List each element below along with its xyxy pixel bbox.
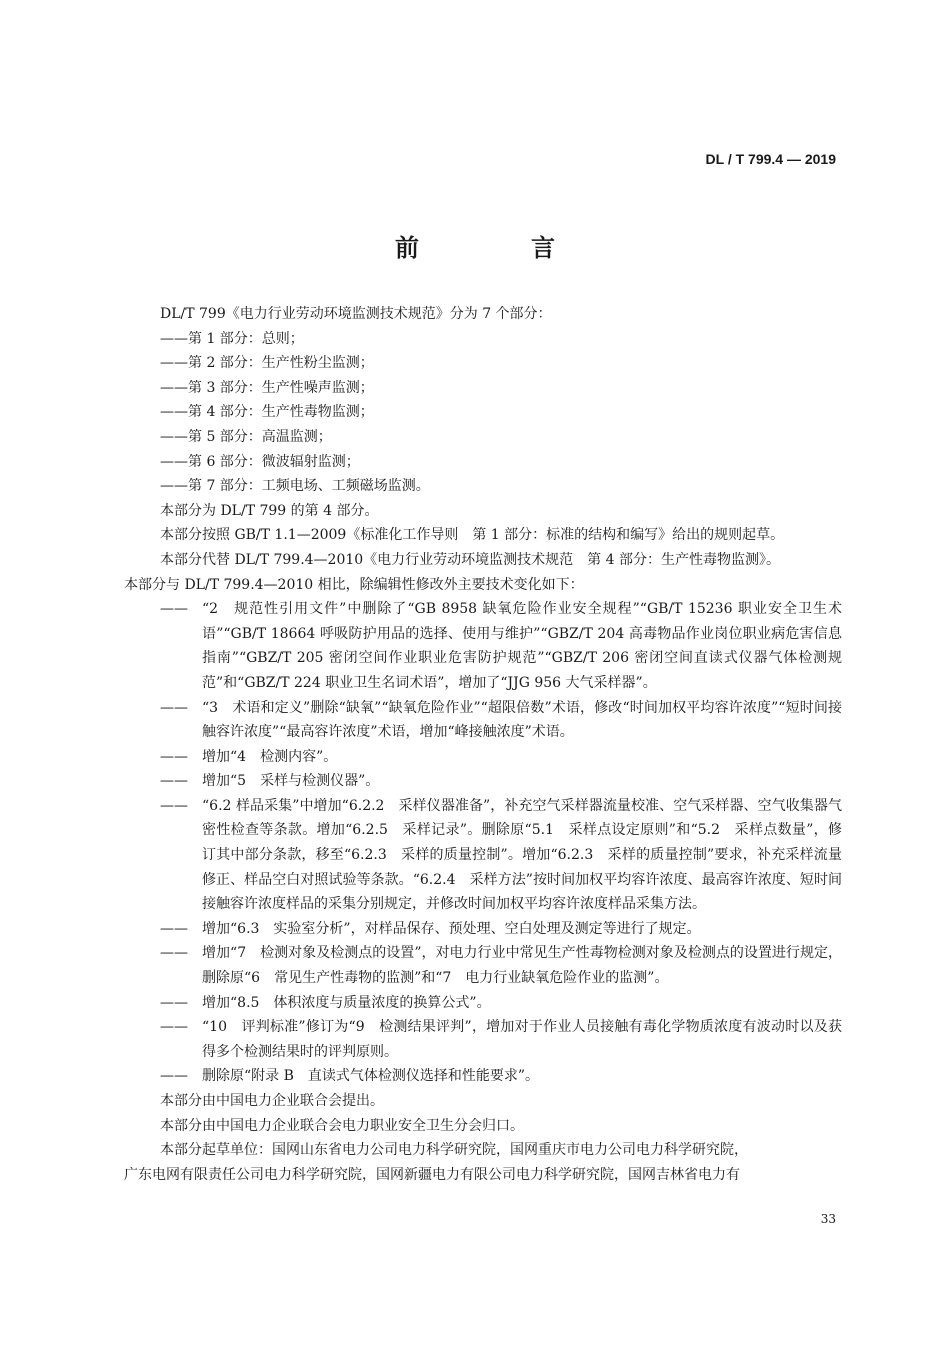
drafting-rules-paragraph: 本部分按照 GB/T 1.1—2009《标准化工作导则 第 1 部分：标准的结构和编写》给出的规则起草。 — [160, 527, 785, 544]
change-item — [124, 917, 842, 942]
standard-code: DL / T 799.4 — 2019 — [705, 151, 836, 167]
proposed-by-paragraph: 本部分由中国电力企业联合会提出。 — [160, 1093, 384, 1109]
part-list-item: ——第 4 部分：生产性毒物监测； — [160, 404, 374, 421]
change-item-dash: —— — [160, 699, 188, 716]
changes-intro-paragraph: 本部分与 DL/T 799.4—2010 相比，除编辑性修改外主要技术变化如下： — [124, 576, 584, 593]
change-item-text: 增加“7 检测对象及检测点的设置”，对电力行业中常见生产性毒物检测对象及检测点的设置进行规定，删除原“6 常见生产性毒物的监测”和“7 电力行业缺氧危险作业的监测”。 — [202, 945, 842, 987]
change-item — [124, 769, 842, 794]
change-item-dash: —— — [160, 1068, 188, 1085]
change-item-text: 删除原“附录 B 直读式气体检测仪选择和性能要求”。 — [202, 1068, 540, 1085]
page-title: 前 言 — [395, 233, 599, 262]
intro-paragraph: DL/T 799《电力行业劳动环境监测技术规范》分为 7 个部分： — [160, 306, 552, 322]
change-item — [124, 794, 842, 917]
part-list-item: ——第 6 部分：微波辐射监测； — [160, 453, 360, 470]
change-item — [124, 745, 842, 770]
change-item — [124, 696, 842, 745]
change-item — [124, 597, 842, 695]
change-item-dash: —— — [160, 945, 188, 962]
change-item-dash: —— — [160, 920, 188, 937]
change-item-text: “2 规范性引用文件”中删除了“GB 8958 缺氧危险作业安全规程”“GB/T 15236 职业安全卫生术语”“GB/T 18664 呼吸防护用品的选择、使用与维护”“GBZ/T 204 高毒物品作业岗位职业病危害信息指南”“GBZ/T 205 密闭空间作业职业危害防护规范”“GBZ/T 206 密闭空间直读式仪器气体检测规范”和“GBZ/T 224 职业卫生名词术语”，增加了“JJG 956 大气采样器”。 — [202, 601, 842, 691]
change-item — [124, 1015, 842, 1064]
change-item-text: “6.2 样品采集”中增加“6.2.2 采样仪器准备”，补充空气采样器流量校准、空气采样器、空气收集器气密性检查等条款。增加“6.2.5 采样记录”。删除原“5.1 采样点设定原则”和“5.2 采样点数量”，修订其中部分条款，移至“6.2.3 采样的质量控制”。增加“6.2.3 采样的质量控制”要求，补充采样流量修正、样品空白对照试验等条款。“6.2.4 采样方法”按时间加权平均容许浓度、最高容许浓度、短时间接触容许浓度样品的采集分别规定，并修改时间加权平均容许浓度样品采集方法。 — [202, 797, 842, 913]
drafting-units-line-2: 广东电网有限责任公司电力科学研究院，国网新疆电力有限公司电力科学研究院，国网吉林省电力有 — [124, 1166, 740, 1183]
change-item — [124, 1064, 842, 1089]
drafting-units-line-1: 本部分起草单位：国网山东省电力公司电力科学研究院，国网重庆市电力公司电力科学研究院， — [160, 1142, 748, 1159]
change-item-dash: —— — [160, 994, 188, 1011]
part-list-item: ——第 3 部分：生产性噪声监测； — [160, 379, 374, 396]
change-item-dash: —— — [160, 601, 188, 618]
document-body — [124, 302, 842, 1187]
change-item-text: “10 评判标准”修订为“9 检测结果评判”，增加对于作业人员接触有毒化学物质浓度有波动时以及获得多个检测结果时的评判原则。 — [202, 1019, 842, 1060]
change-item-text: 增加“6.3 实验室分析”，对样品保存、预处理、空白处理及测定等进行了规定。 — [202, 920, 701, 937]
change-item-text: “3 术语和定义”删除“缺氧”“缺氧危险作业”“超限倍数”术语，修改“时间加权平均容许浓度”“短时间接触容许浓度”“最高容许浓度”术语，增加“峰接触浓度”术语。 — [202, 699, 842, 741]
change-item-dash: —— — [160, 748, 188, 765]
part-statement: 本部分为 DL/T 799 的第 4 部分。 — [160, 502, 379, 519]
part-list-item: ——第 1 部分：总则； — [160, 330, 304, 347]
part-list-item: ——第 2 部分：生产性粉尘监测； — [160, 355, 374, 372]
replacement-paragraph: 本部分代替 DL/T 799.4—2010《电力行业劳动环境监测技术规范 第 4 部分：生产性毒物监测》。 — [160, 551, 780, 568]
change-item-text: 增加“4 检测内容”。 — [202, 748, 338, 765]
part-list-item: ——第 5 部分：高温监测； — [160, 428, 332, 445]
change-item-text: 增加“8.5 体积浓度与质量浓度的换算公式”。 — [202, 994, 491, 1011]
change-item-text: 增加“5 采样与检测仪器”。 — [202, 773, 380, 790]
change-item-dash: —— — [160, 797, 188, 814]
page-number: 33 — [820, 1212, 836, 1226]
change-item-dash: —— — [160, 1019, 188, 1036]
change-item — [124, 941, 842, 990]
centralized-by-paragraph: 本部分由中国电力企业联合会电力职业安全卫生分会归口。 — [160, 1117, 524, 1134]
change-item — [124, 991, 842, 1016]
part-list-item: ——第 7 部分：工频电场、工频磁场监测。 — [160, 478, 430, 495]
change-item-dash: —— — [160, 773, 188, 790]
